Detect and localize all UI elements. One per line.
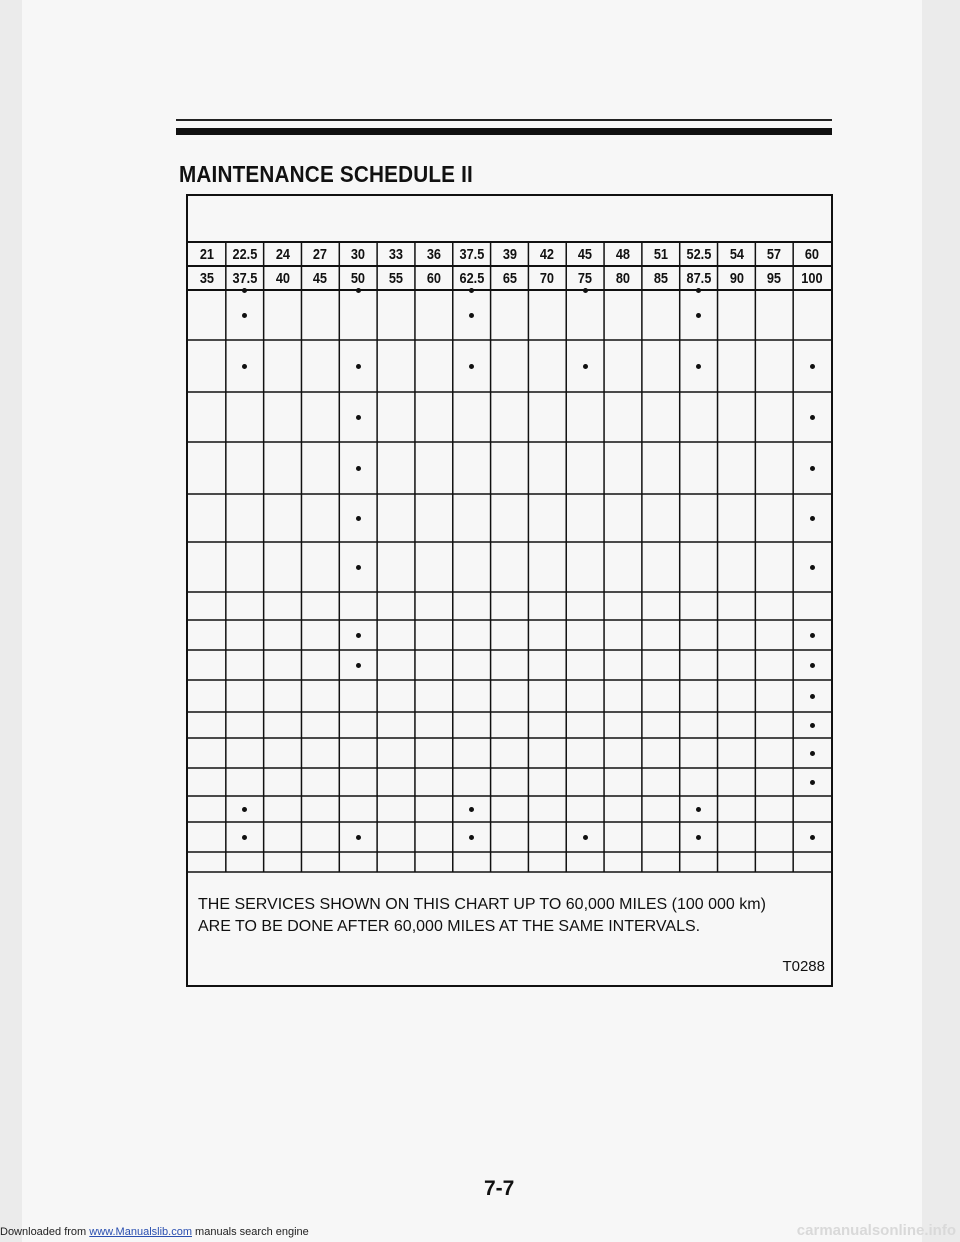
miles-header-cell: 51 [653,245,668,263]
service-dot [696,288,701,293]
km-header-cell: 80 [615,269,631,287]
service-dot [583,288,588,293]
miles-header-cell: 33 [388,245,404,263]
miles-header-cell: 24 [275,245,290,263]
service-dot [356,565,361,570]
service-dot [242,364,247,369]
km-header-cell: 95 [767,269,782,287]
service-dot [810,565,815,570]
manual-page [22,0,922,1242]
service-dot [810,415,815,420]
service-dot [810,663,815,668]
page-title: MAINTENANCE SCHEDULE II [179,161,473,187]
km-header-cell: 50 [351,269,366,287]
service-dot [583,364,588,369]
service-dot [810,694,815,699]
miles-header-cell: 45 [578,245,593,263]
service-dot [469,288,474,293]
service-dot [356,633,361,638]
service-dot [696,364,701,369]
service-dot [810,723,815,728]
km-header-cell: 75 [578,269,593,287]
km-header-cell: 90 [729,269,744,287]
service-dot [242,835,247,840]
miles-header-cell: 39 [502,245,517,263]
service-dot [356,663,361,668]
miles-header-cell: 48 [615,245,631,263]
km-header-cell: 85 [653,269,668,287]
km-header-cell: 70 [540,269,555,287]
service-dot [696,313,701,318]
download-banner [0,1226,309,1238]
service-dot [696,835,701,840]
download-prefix: Downloaded from [0,1226,87,1238]
header-rule-thick [176,128,832,135]
service-dot [810,466,815,471]
km-header-cell: 100 [801,269,823,287]
service-dot [356,288,361,293]
miles-header-cell: 27 [313,245,328,263]
service-dot [810,364,815,369]
service-dot [810,751,815,756]
service-dot [242,288,247,293]
service-dot [356,415,361,420]
miles-header-cell: 60 [804,245,820,263]
km-header-cell: 55 [388,269,404,287]
km-header-cell: 65 [502,269,517,287]
header-rule-thin [176,119,832,121]
miles-header-cell: 54 [729,245,744,263]
km-header-cell: 87.5 [686,269,712,287]
footnote-line-1: THE SERVICES SHOWN ON THIS CHART UP TO 60,000 MILES (100 000 km) [198,896,766,913]
service-dot [469,835,474,840]
service-dot [810,516,815,521]
service-dot [356,835,361,840]
km-header-cell: 60 [426,269,441,287]
service-dot [696,807,701,812]
download-suffix: manuals search engine [195,1226,309,1238]
km-header-cell: 62.5 [459,269,485,287]
miles-header-cell: 57 [767,245,782,263]
service-dot [810,835,815,840]
miles-header-cell: 37.5 [459,245,485,263]
manualslib-link[interactable]: www.Manualslib.com [89,1226,192,1238]
miles-header-cell: 22.5 [232,245,258,263]
miles-header-cell: 36 [426,245,441,263]
miles-header-cell: 42 [540,245,555,263]
miles-header-cell: 30 [351,245,366,263]
miles-header-cell: 52.5 [686,245,712,263]
chart-footnote [198,894,818,938]
schedule-grid [188,196,831,985]
km-header-cell: 45 [313,269,328,287]
service-dot [810,780,815,785]
service-dot [469,807,474,812]
page-number: 7-7 [484,1177,515,1200]
service-dot [583,835,588,840]
service-dot [242,313,247,318]
km-header-cell: 37.5 [232,269,258,287]
service-dot [810,633,815,638]
miles-header-cell: 21 [199,245,214,263]
km-header-cell: 40 [275,269,290,287]
service-dot [469,364,474,369]
chart-code: T0288 [782,958,825,975]
site-watermark: carmanualsonline.info [796,1222,956,1239]
service-dot [469,313,474,318]
service-dot [356,516,361,521]
km-header-cell: 35 [199,269,214,287]
schedule-chart [186,194,833,987]
service-dot [356,364,361,369]
footnote-line-2: ARE TO BE DONE AFTER 60,000 MILES AT THE SAME INTERVALS. [198,918,701,935]
service-dot [356,466,361,471]
service-dot [242,807,247,812]
